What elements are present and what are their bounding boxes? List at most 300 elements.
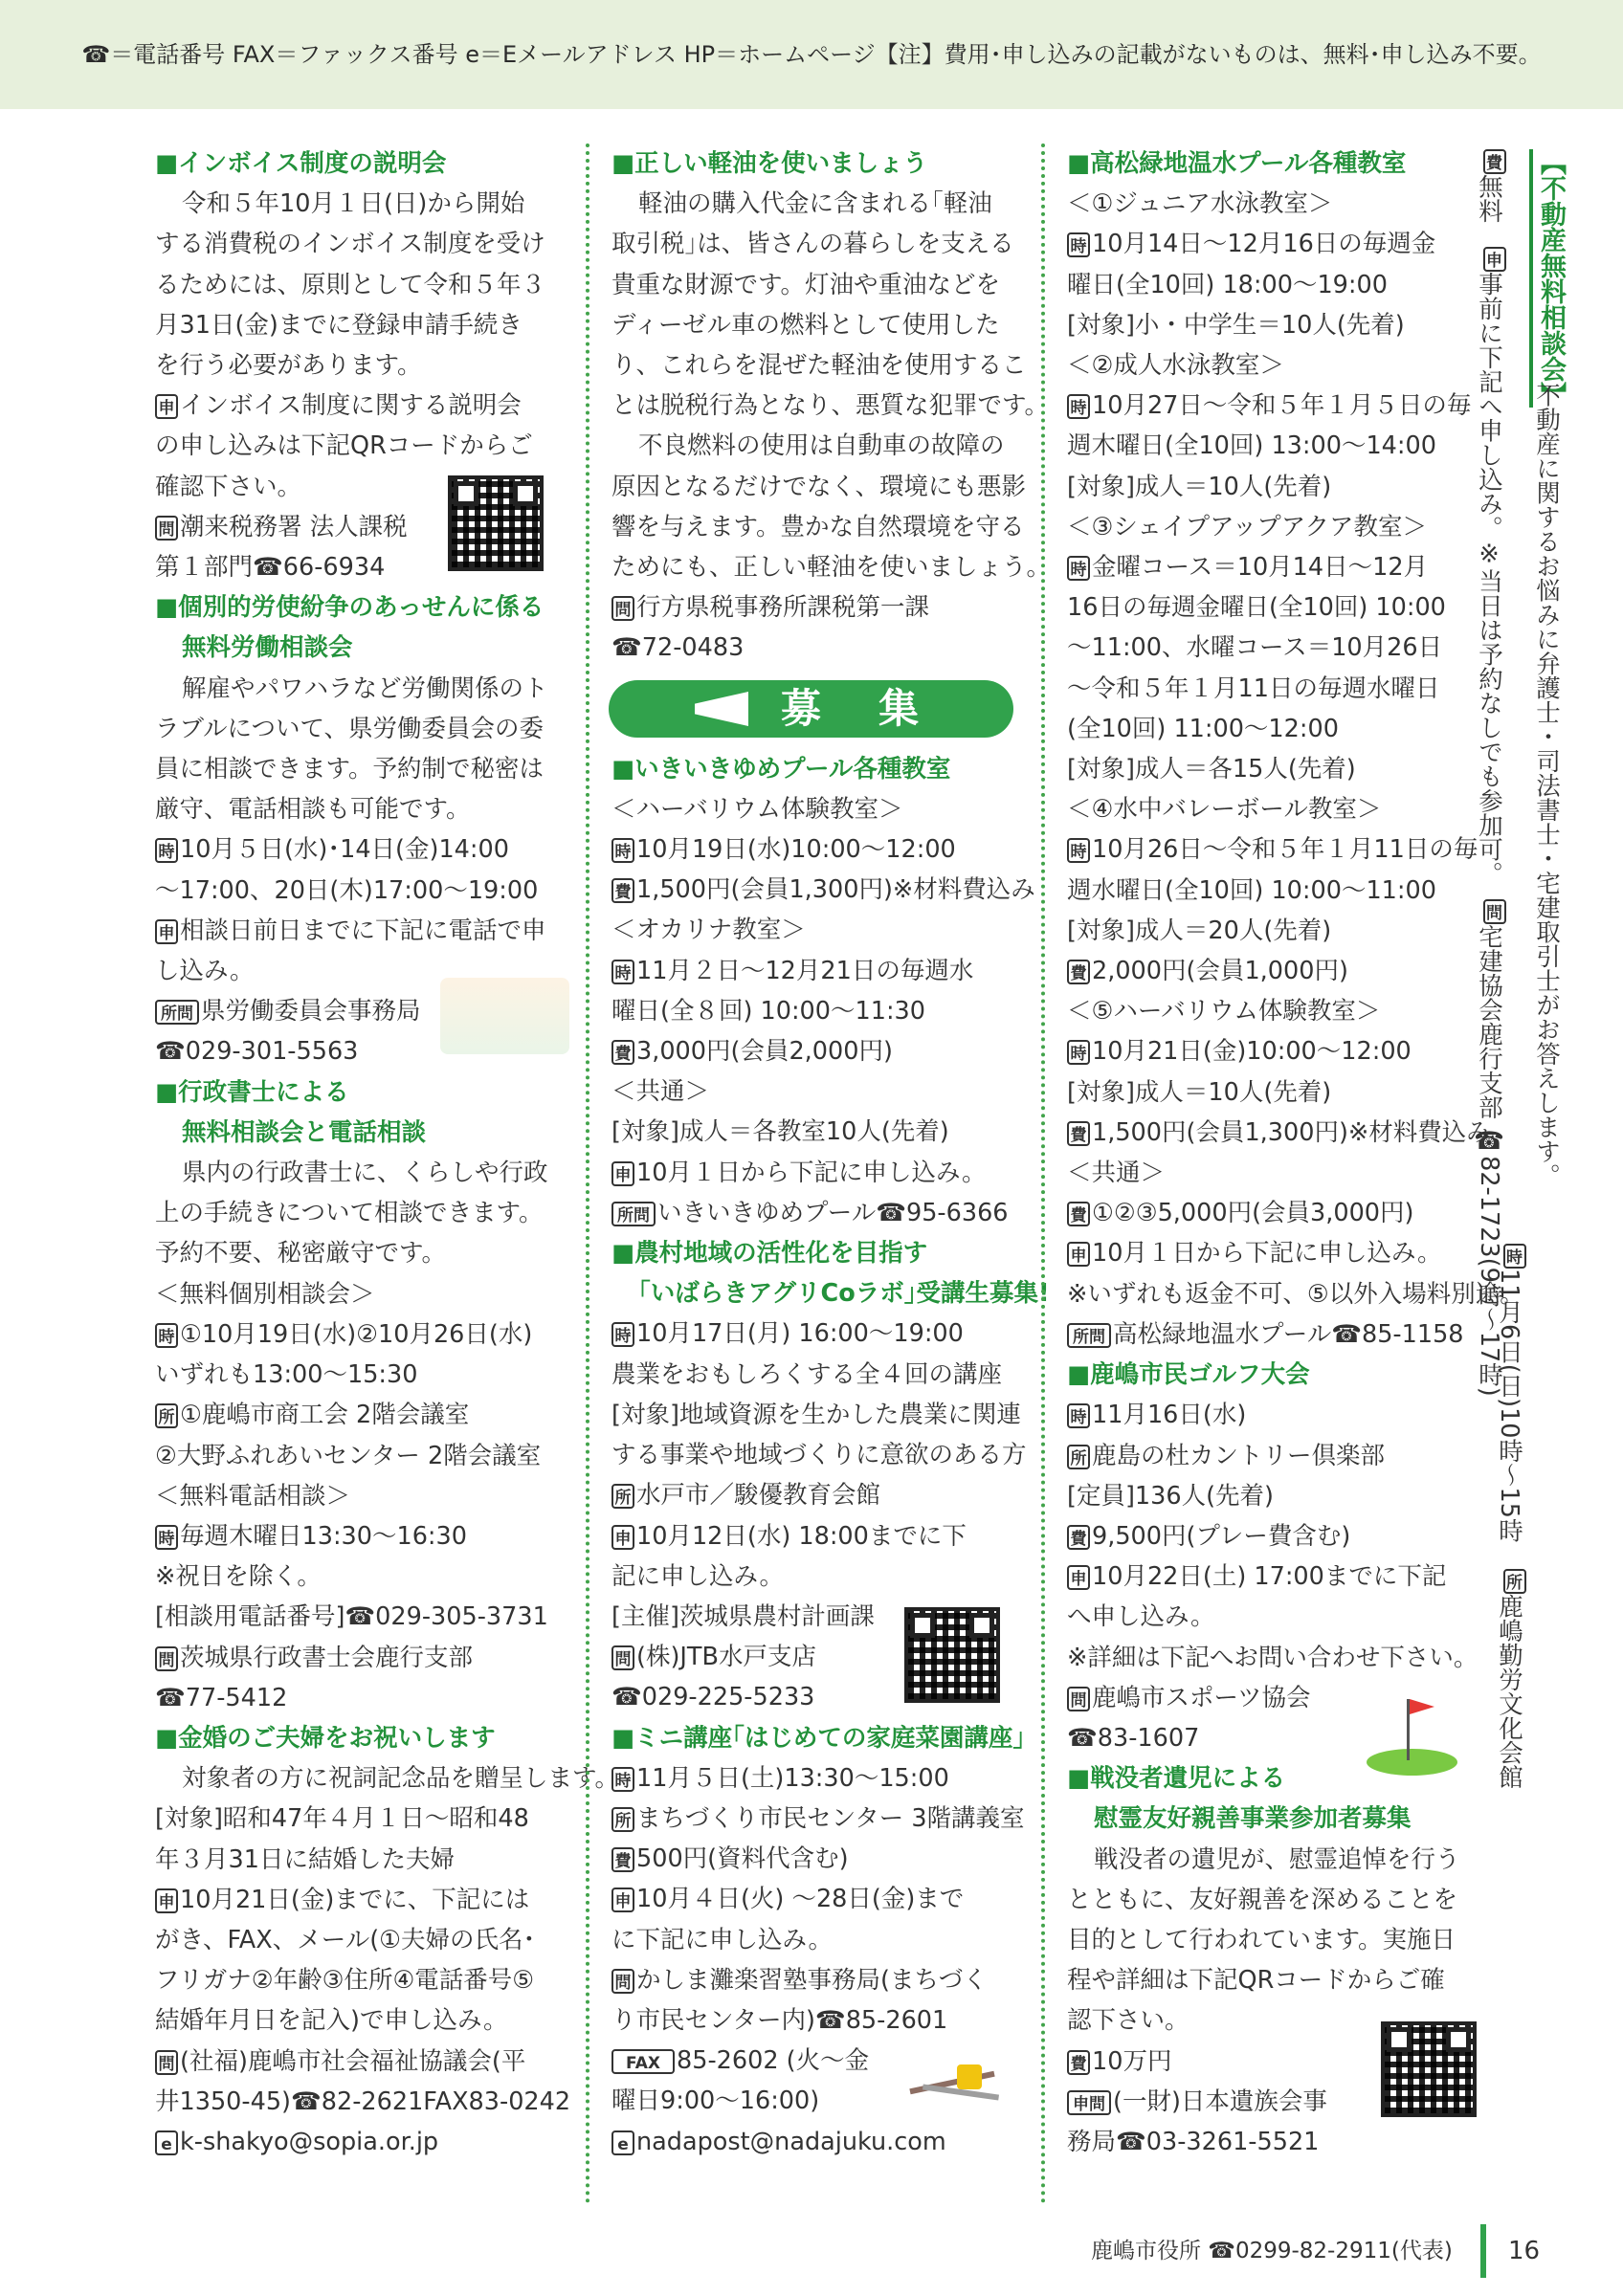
line-text: 軽油の購入代金に含まれる｢軽油: [638, 189, 992, 219]
line-text: nadapost@nadajuku.com: [636, 2127, 946, 2156]
line-text: とは脱税行為となり、悪質な犯罪です。: [611, 391, 1049, 421]
line-text: 目的として行われています。実施日: [1067, 1925, 1456, 1954]
vertical-apply: 事前に下記へ申し込み。※当日は予約なしでも参加可。: [1475, 272, 1503, 886]
line-text: 上の手続きについて相談できます。: [155, 1199, 544, 1228]
text-line: [611, 1516, 1013, 1556]
section-heading: [611, 749, 1013, 789]
column-2: [611, 144, 1052, 2162]
text-line: [155, 386, 557, 426]
line-text: ①②③5,000円(会員3,000円): [1092, 1199, 1414, 1228]
qr-code-icon[interactable]: [1381, 2021, 1477, 2117]
line-text: 2,000円(会員1,000円): [1092, 957, 1348, 986]
column-2-top: [611, 144, 1052, 669]
qr-code-icon[interactable]: [448, 475, 544, 571]
label-badge-icon: 申: [611, 1888, 634, 1912]
text-line: [611, 547, 1052, 587]
text-line: [611, 224, 1013, 264]
text-line: [155, 1556, 557, 1597]
line-text: 11月16日(水): [1092, 1401, 1247, 1430]
line-text: 11月５日(土)13:30～15:00: [636, 1763, 949, 1793]
label-badge-icon: 申: [155, 919, 178, 944]
text-line: [611, 1960, 1013, 2000]
line-text: 原因となるだけでなく、環境にも悪影: [611, 472, 1026, 501]
text-line: [1067, 1395, 1469, 1435]
text-line: [155, 1516, 557, 1556]
line-text: ①鹿嶋市商工会 2階会議室: [180, 1401, 470, 1430]
text-line: [155, 1880, 557, 1920]
text-line: [155, 1840, 557, 1880]
text-line: [1067, 1031, 1469, 1071]
line-text: 令和５年10月１日(日)から開始: [182, 189, 525, 219]
text-line: [1067, 345, 1469, 386]
section-heading: [1067, 1355, 1469, 1395]
label-badge-icon: FAX: [611, 2049, 675, 2074]
section-heading: [155, 144, 557, 184]
text-line: [611, 1314, 1013, 1354]
text-line: [611, 1435, 1027, 1475]
line-text: ■鹿嶋市民ゴルフ大会: [1067, 1360, 1310, 1390]
label-badge-icon: 申: [155, 1888, 178, 1913]
label-badge-icon: 時: [1067, 1403, 1090, 1428]
line-text: へ申し込み。: [1067, 1602, 1215, 1632]
label-badge-icon: 時: [611, 1322, 634, 1347]
text-line: [1067, 709, 1469, 749]
text-line: [1067, 1638, 1478, 1678]
line-text: 不良燃料の使用は自動車の故障の: [638, 431, 1005, 461]
line-text: 10月12日(水) 18:00までに下: [636, 1521, 967, 1551]
label-badge-icon: e: [155, 2130, 178, 2155]
section-heading: [611, 144, 1013, 184]
line-text: ディーゼル車の燃料として使用した: [611, 310, 1000, 340]
text-line: [611, 1193, 1013, 1233]
line-text: ■ミニ講座｢はじめての家庭菜園講座｣: [611, 1723, 1026, 1753]
line-text: とともに、友好親善を深めることを: [1067, 1885, 1458, 1914]
section-heading: [155, 1718, 557, 1758]
vertical-line-4: [1472, 899, 1508, 1397]
line-text: ①10月19日(水)②10月26日(水): [180, 1319, 533, 1349]
line-text: 無料相談会と電話相談: [182, 1117, 427, 1147]
line-text: 10月27日～令和５年１月５日の毎: [1092, 391, 1472, 421]
text-line: [611, 1799, 1025, 1839]
line-text: ＜共通＞: [1067, 1159, 1166, 1188]
line-text: 水戸市／駿優教育会館: [636, 1481, 881, 1511]
text-line: [1067, 1880, 1469, 1920]
line-text: ☎77-5412: [155, 1683, 288, 1712]
label-badge-icon: 申: [1067, 1242, 1090, 1267]
text-line: [155, 1395, 557, 1435]
text-line: [1067, 1233, 1469, 1273]
paragraph-line: [155, 1758, 619, 1799]
line-text: 85-2602 (火～金: [677, 2046, 870, 2076]
line-text: ■いきいきゆめプール各種教室: [611, 754, 951, 784]
line-text: ■金婚のご夫婦をお祝いします: [155, 1723, 496, 1753]
label-badge-icon: 時: [611, 838, 634, 863]
text-line: [611, 1920, 1013, 1960]
line-text: [対象]成人＝10人(先着): [1067, 1077, 1332, 1107]
recruitment-banner-label: 募集: [781, 685, 977, 732]
label-badge-icon: 時: [1067, 1040, 1090, 1065]
line-text: (一財)日本遺族会事: [1113, 2086, 1327, 2116]
label-badge-icon: 問: [155, 2050, 178, 2075]
legend-bar: [0, 0, 1623, 109]
line-text: 9,500円(プレー費含む): [1092, 1521, 1351, 1551]
line-text: [対象]成人＝20人(先着): [1067, 916, 1332, 945]
text-line: [611, 1031, 1013, 1071]
line-text: ■戦没者遺児による: [1067, 1764, 1286, 1794]
vertical-time: 11月6日(日)10時～15時: [1495, 1269, 1523, 1543]
text-line: [611, 1879, 1013, 1919]
line-text: ☎83-1607: [1067, 1723, 1200, 1753]
text-line: [611, 951, 1013, 991]
text-line: [611, 305, 1013, 345]
text-line: [1067, 184, 1469, 224]
line-text: ＜無料電話相談＞: [155, 1481, 351, 1511]
line-text: ＜②成人水泳教室＞: [1067, 351, 1284, 381]
text-line: [1067, 587, 1469, 628]
time-badge-icon: 時: [1503, 1244, 1526, 1269]
label-badge-icon: 費: [1067, 2050, 1090, 2075]
text-line: [611, 345, 1027, 386]
line-text: 対象者の方に祝詞記念品を贈呈します。: [182, 1764, 619, 1794]
section-heading: [155, 1113, 557, 1153]
line-text: ＜④水中バレーボール教室＞: [1067, 795, 1382, 825]
line-text: 農業をおもしろくする全４回の講座: [611, 1359, 1003, 1389]
label-badge-icon: 時: [155, 838, 178, 863]
line-text: ☎029-301-5563: [155, 1037, 359, 1067]
line-text: 認下さい。: [1067, 2006, 1189, 2036]
label-badge-icon: 所: [1067, 1445, 1090, 1469]
label-badge-icon: 所問: [611, 1202, 656, 1226]
line-text: [対象]昭和47年４月１日～昭和48: [155, 1804, 529, 1834]
line-text: [対象]成人＝各教室10人(先着): [611, 1117, 949, 1147]
label-badge-icon: 時: [1067, 232, 1090, 257]
label-badge-icon: 申: [611, 1161, 634, 1186]
line-text: いきいきゆめプール☎95-6366: [657, 1198, 1009, 1227]
label-badge-icon: 所問: [155, 1000, 199, 1025]
text-line: [1067, 386, 1472, 426]
text-line: [1067, 507, 1469, 547]
line-text: 10月５日(水)･14日(金)14:00: [180, 835, 509, 865]
label-badge-icon: 問: [611, 596, 634, 621]
vertical-fee: 無料: [1475, 174, 1503, 223]
line-text: るためには、原則として令和５年３: [155, 270, 546, 299]
label-badge-icon: 費: [611, 1040, 634, 1065]
label-badge-icon: 費: [611, 1847, 634, 1872]
line-text: 響を与えます。豊かな自然環境を守る: [611, 512, 1025, 541]
paragraph-line: [1067, 1840, 1469, 1880]
legend-text: ☎＝電話番号 FAX＝ファックス番号 e＝Eメールアドレス HP＝ホームページ【注】費用･申し込みの記載がないものは、無料･申し込み不要。: [81, 41, 1542, 68]
line-text: する消費税のインボイス制度を受け: [155, 230, 545, 259]
megaphone-icon: [695, 692, 748, 726]
text-line: [611, 991, 1013, 1031]
text-line: [1067, 1314, 1469, 1355]
vertical-title: 【不動産無料相談会】: [1529, 149, 1567, 408]
text-line: [155, 749, 557, 789]
line-text: 茨城県行政書士会鹿行支部: [180, 1643, 474, 1672]
line-text: ■行政書士による: [155, 1077, 349, 1107]
line-text: ■インボイス制度の説明会: [155, 149, 447, 178]
label-badge-icon: 時: [155, 1323, 178, 1348]
text-line: [155, 1436, 557, 1476]
line-text: 井1350-45)☎82-2621FAX83-0242: [155, 2086, 571, 2116]
label-badge-icon: 所: [155, 1403, 178, 1428]
line-text: かしま灘楽習塾事務局(まちづく: [636, 1965, 988, 1995]
line-text: 10月14日～12月16日の毎週金: [1092, 230, 1436, 259]
text-line: [1067, 1436, 1469, 1476]
column-divider: [1041, 144, 1045, 2205]
text-line: [1067, 1920, 1469, 1960]
label-badge-icon: 所問: [1067, 1323, 1111, 1348]
line-text: ＜③シェイプアップアクア教室＞: [1067, 512, 1428, 541]
line-text: ためにも、正しい軽油を使いましょう。: [611, 553, 1052, 583]
text-line: [155, 1597, 557, 1637]
line-text: ■高松緑地温水プール各種教室: [1067, 149, 1407, 178]
vertical-inquiry: 宅建協会鹿行支部 ☎82-1723(9時～17時): [1475, 924, 1503, 1397]
text-line: [155, 709, 557, 749]
text-line: [611, 2122, 1013, 2162]
text-line: [1067, 1193, 1469, 1233]
label-badge-icon: 申: [611, 1525, 634, 1550]
line-text: 慰霊友好親善事業参加者募集: [1094, 1804, 1412, 1834]
vertical-line-1: 不動産に関するお悩みに弁護士・司法書士・宅建取引士がお答えします。: [1532, 383, 1561, 1188]
text-line: [1067, 547, 1469, 587]
text-line: [155, 1355, 557, 1395]
line-text: ＜共通＞: [611, 1077, 710, 1107]
text-line: [1067, 1113, 1491, 1153]
text-line: [611, 265, 1013, 305]
line-text: 予約不要、秘密厳守です。: [155, 1239, 446, 1269]
column-divider: [586, 144, 589, 2205]
text-line: [611, 829, 1013, 870]
line-text: [主催]茨城県農村計画課: [611, 1601, 875, 1631]
line-text: ～令和５年１月11日の毎週水曜日: [1067, 673, 1440, 703]
label-badge-icon: 申: [1067, 1565, 1090, 1590]
line-text: ■個別的労使紛争のあっせんに係る: [155, 593, 545, 623]
line-text: フリガナ②年齢③住所④電話番号⑤: [155, 1966, 535, 1996]
label-badge-icon: e: [611, 2130, 634, 2155]
line-text: 曜日(全８回) 10:00～11:30: [611, 996, 925, 1026]
footer-office: 鹿嶋市役所 ☎0299-82-2911(代表): [1091, 2239, 1453, 2263]
column-2-bottom: [611, 749, 1050, 2162]
line-text: まちづくり市民センター 3階講義室: [636, 1803, 1025, 1833]
section-heading: [1067, 144, 1469, 184]
paragraph-line: [155, 184, 557, 224]
footer-divider: [1480, 2224, 1486, 2278]
line-text: 員に相談できます。予約制で秘密は: [155, 755, 544, 784]
page-number: 16: [1508, 2237, 1541, 2265]
line-text: 確認下さい。: [155, 472, 302, 501]
label-badge-icon: 時: [155, 1525, 178, 1550]
line-text: ☎029-225-5233: [611, 1683, 815, 1712]
line-text: を行う必要があります。: [155, 351, 422, 381]
line-text: 1,500円(会員1,300円)※材料費込み: [1092, 1117, 1491, 1147]
qr-code-icon[interactable]: [904, 1607, 1000, 1703]
line-text: ＜①ジュニア水泳教室＞: [1067, 189, 1333, 219]
line-text: ｢いばらきアグリCoラボ｣受講生募集!: [638, 1279, 1050, 1309]
text-line: [155, 1920, 557, 1960]
line-text: 10月１日から下記に申し込み。: [1092, 1239, 1442, 1269]
column-1: [155, 144, 619, 2162]
text-line: [1067, 669, 1469, 709]
line-text: インボイス制度に関する説明会: [180, 391, 522, 421]
label-badge-icon: 費: [1067, 1121, 1090, 1146]
line-text: ■農村地域の活性化を目指す: [611, 1239, 928, 1269]
line-text: 10月17日(月) 16:00～19:00: [636, 1319, 964, 1349]
line-text: 鹿島の杜カントリー倶楽部: [1092, 1441, 1386, 1470]
text-line: [155, 2122, 557, 2162]
text-line: [1067, 426, 1469, 466]
line-text: ※詳細は下記へお問い合わせ下さい。: [1067, 1643, 1478, 1672]
text-line: [1067, 829, 1478, 870]
line-text: 解雇やパワハラなど労働関係のト: [182, 673, 548, 703]
text-line: [1067, 1960, 1469, 2000]
line-text: 10月４日(火) ～28日(金)まで: [636, 1885, 965, 1914]
text-line: [1067, 749, 1469, 789]
text-line: [155, 1233, 557, 1273]
label-badge-icon: 問: [1067, 1687, 1090, 1711]
text-line: [611, 467, 1026, 507]
label-badge-icon: 時: [1067, 556, 1090, 581]
line-text: 第１部門☎66-6934: [155, 553, 386, 583]
line-text: 月31日(金)までに登録申請手続き: [155, 310, 522, 340]
text-line: [1067, 1597, 1469, 1637]
text-line: [611, 1839, 1013, 1879]
text-line: [155, 1476, 557, 1516]
section-heading: [611, 1273, 1050, 1314]
line-text: 3,000円(会員2,000円): [636, 1037, 893, 1067]
section-heading: [155, 587, 557, 628]
golf-flag-icon: [1359, 1691, 1464, 1779]
label-badge-icon: 所: [611, 1807, 634, 1832]
line-text: 10月26日～令和５年１月11日の毎: [1092, 835, 1478, 865]
line-text: 10月22日(土) 17:00までに下記: [1092, 1562, 1447, 1592]
text-line: [155, 1193, 557, 1233]
line-text: [対象]小・中学生＝10人(先着): [1067, 310, 1405, 340]
text-line: [611, 870, 1035, 910]
line-text: 11月２日～12月21日の毎週水: [636, 956, 974, 985]
line-text: 取引税｣は、皆さんの暮らしを支える: [611, 230, 1014, 259]
line-text: 年３月31日に結婚した夫婦: [155, 1844, 455, 1874]
line-text: に下記に申し込み。: [611, 1925, 834, 1954]
text-line: [611, 386, 1049, 426]
line-text: がき、FAX、メール(①夫婦の氏名･: [155, 1925, 536, 1954]
text-line: [1067, 467, 1469, 507]
line-text: 程や詳細は下記QRコードからご確: [1067, 1966, 1445, 1996]
text-line: [155, 2000, 557, 2041]
text-line: [611, 587, 1013, 628]
line-text: [対象]成人＝各15人(先着): [1067, 755, 1356, 784]
line-text: 記に申し込み。: [611, 1561, 785, 1591]
line-text: 鹿嶋市スポーツ協会: [1092, 1683, 1311, 1712]
label-badge-icon: 時: [1067, 838, 1090, 863]
line-text: 結婚年月日を記入)で申し込み。: [155, 2006, 508, 2036]
line-text: ②大野ふれあいセンター 2階会議室: [155, 1441, 542, 1470]
text-line: [611, 1475, 1013, 1515]
line-text: 500円(資料代含む): [636, 1844, 849, 1874]
line-text: 10月１日から下記に申し込み。: [636, 1158, 987, 1187]
label-badge-icon: 費: [611, 878, 634, 903]
line-text: り、これらを混ぜた軽油を使用するこ: [611, 351, 1027, 381]
text-line: [1067, 991, 1469, 1031]
line-text: 厳守、電話相談も可能です。: [155, 795, 471, 825]
line-text: 潮来税務署 法人課税: [180, 512, 408, 541]
text-line: [155, 911, 557, 951]
label-badge-icon: 申問: [1067, 2090, 1111, 2115]
paragraph-line: [611, 426, 1013, 466]
line-text: 16日の毎週金曜日(全10回) 10:00: [1067, 593, 1446, 623]
vertical-line-3a: [1472, 149, 1508, 223]
vertical-line-2b: [1492, 1569, 1528, 1789]
text-line: [1067, 1274, 1524, 1314]
line-text: 無料労働相談会: [182, 633, 353, 663]
label-badge-icon: 問: [155, 1646, 178, 1671]
text-line: [155, 871, 557, 911]
text-line: [155, 1638, 557, 1678]
text-line: [1067, 1516, 1469, 1556]
text-line: [155, 305, 557, 345]
line-text: 高松緑地温水プール☎85-1158: [1113, 1319, 1464, 1349]
line-text: ＜⑤ハーバリウム体験教室＞: [1067, 997, 1381, 1027]
line-text: ラブルについて、県労働委員会の委: [155, 714, 544, 743]
line-text: 金曜コース＝10月14日～12月: [1092, 553, 1429, 583]
label-badge-icon: 所: [611, 1484, 634, 1509]
line-text: 務局☎03-3261-5521: [1067, 2127, 1320, 2156]
text-line: [155, 426, 557, 466]
text-line: [1067, 1153, 1469, 1193]
text-line: [155, 1274, 557, 1314]
line-text: 10月21日(金)までに、下記には: [180, 1885, 530, 1914]
label-badge-icon: 問: [155, 516, 178, 541]
text-line: [611, 628, 1013, 668]
text-line: [611, 1355, 1013, 1395]
text-line: [611, 1395, 1021, 1435]
text-line: [155, 2082, 571, 2122]
text-line: [611, 1556, 1013, 1597]
line-text: [対象]成人＝10人(先着): [1067, 472, 1332, 501]
vertical-line-3b: [1472, 247, 1508, 886]
text-line: [155, 1799, 557, 1839]
label-badge-icon: 問: [611, 1969, 634, 1994]
text-line: [1067, 951, 1469, 991]
line-text: (全10回) 11:00～12:00: [1067, 714, 1339, 743]
line-text: し込み。: [155, 957, 255, 986]
line-text: の申し込みは下記QRコードからご: [155, 431, 533, 461]
line-text: [定員]136人(先着): [1067, 1481, 1274, 1511]
section-heading: [155, 628, 557, 668]
text-line: [611, 1112, 1013, 1152]
line-text: 県内の行政書士に、くらしや行政: [182, 1159, 548, 1188]
section-heading: [155, 1072, 557, 1113]
section-heading: [1067, 1799, 1469, 1839]
line-text: ☎72-0483: [611, 633, 745, 663]
text-line: [1067, 1072, 1469, 1113]
text-line: [1067, 628, 1469, 668]
line-text: 週木曜日(全10回) 13:00～14:00: [1067, 431, 1436, 461]
text-line: [155, 224, 557, 264]
line-text: 10月19日(水)10:00～12:00: [636, 835, 956, 865]
text-line: [155, 1314, 557, 1355]
text-line: [155, 2042, 557, 2082]
label-badge-icon: 費: [1067, 1202, 1090, 1226]
paragraph-line: [155, 1153, 557, 1193]
text-line: [1067, 224, 1469, 264]
text-line: [1067, 789, 1469, 829]
line-text: する事業や地域づくりに意欲のある方: [611, 1441, 1027, 1470]
text-line: [1067, 265, 1469, 305]
line-text: 曜日(全10回) 18:00～19:00: [1067, 270, 1388, 299]
line-text: 県労働委員会事務局: [201, 997, 421, 1027]
line-text: [相談用電話番号]☎029-305-3731: [155, 1602, 548, 1632]
